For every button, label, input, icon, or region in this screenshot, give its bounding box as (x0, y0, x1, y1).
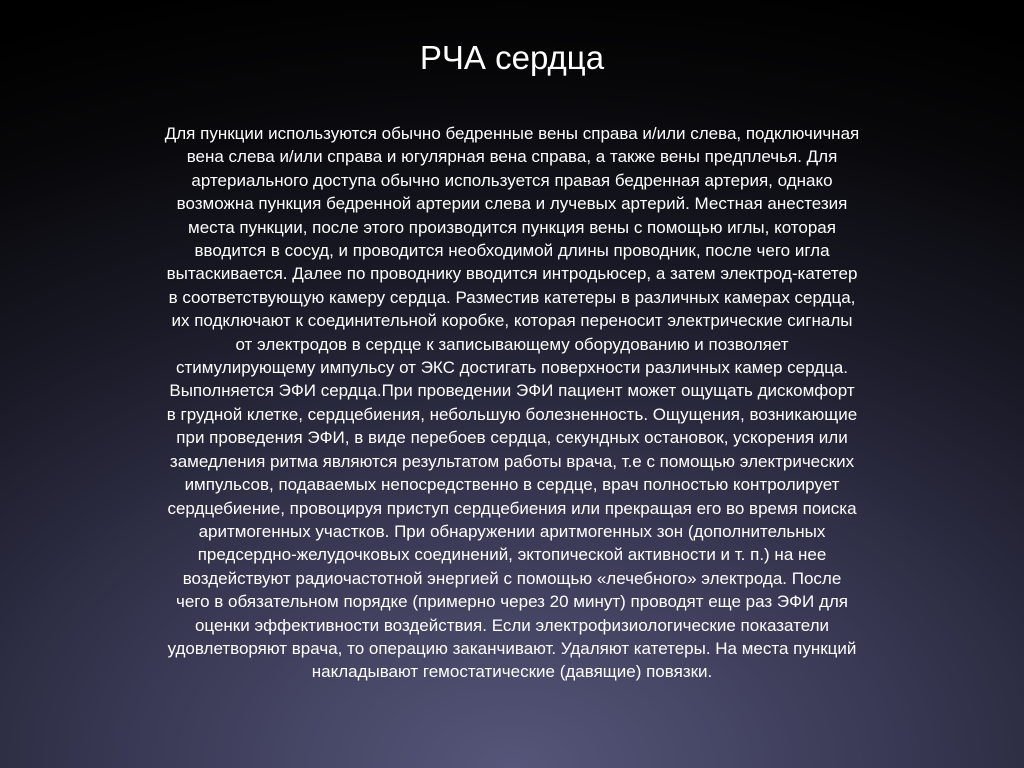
slide-title: РЧА сердца (419, 39, 605, 76)
body-line: удовлетворяют врача, то операцию заканчивают. Удаляют катетеры. На места пункций (167, 638, 857, 658)
body-line: вытаскивается. Далее по проводнику вводится интродьюсер, а затем электрод-катетер (166, 264, 858, 284)
body-line: Для пункции используются обычно бедренные вены справа и/или слева, подключичная (164, 124, 860, 143)
body-line: стимулирующему импульсу от ЭКС достигать поверхности различных камер сердца. (176, 358, 848, 378)
body-line: при проведения ЭФИ, в виде перебоев сердца, секундных остановок, ускорения или (176, 428, 848, 448)
body-line: чего в обязательном порядке (примерно через 20 минут) проводят еще раз ЭФИ для (175, 592, 849, 612)
body-line: сердцебиение, провоцируя приступ сердцебиения или прекращая его во время поиска (167, 498, 857, 518)
slide-body (40, 122, 984, 684)
body-line: места пункции, после этого производится пункция вены с помощью иглы, которая (188, 217, 836, 237)
body-line: воздействуют радиочастотной энергией с помощью «лечебного» электрода. После (182, 568, 842, 588)
body-line: импульсов, подаваемых непосредственно в сердце, врач полностью контролирует (184, 475, 840, 495)
body-line: в соответствующую камеру сердца. Разместив катетеры в различных камерах сердца, (168, 287, 856, 307)
body-line: от электродов в сердце к записывающему оборудованию и позволяет (235, 334, 789, 354)
body-line: вена слева и/или справа и югулярная вена справа, а также вены предплечья. Для (186, 147, 838, 167)
body-line: оценки эффективности воздействия. Если электрофизиологические показатели (194, 615, 830, 635)
body-line: замедления ритма являются результатом работы врача, т.е с помощью электрических (169, 451, 855, 471)
body-line: накладывают гемостатические (давящие) повязки. (311, 662, 713, 682)
body-line: артериального доступа обычно используется правая бедренная артерия, однако (191, 170, 833, 190)
body-line: Выполняется ЭФИ сердца.При проведении ЭФИ пациент может ощущать дискомфорт (169, 381, 855, 401)
body-line: их подключают к соединительной коробке, которая переносит электрические сигналы (171, 311, 853, 331)
body-line: аритмогенных участков. При обнаружении аритмогенных зон (дополнительных (198, 521, 826, 541)
body-line: предсердно-желудочковых соединений, эктопической активности и т. п.) на нее (197, 545, 827, 565)
body-line: вводится в сосуд, и проводится необходимой длины проводник, после чего игла (194, 241, 830, 261)
body-line: возможна пункция бедренной артерии слева и лучевых артерий. Местная анестезия (176, 194, 848, 214)
body-line: в грудной клетке, сердцебиения, небольшую болезненность. Ощущения, возникающие (166, 404, 858, 424)
